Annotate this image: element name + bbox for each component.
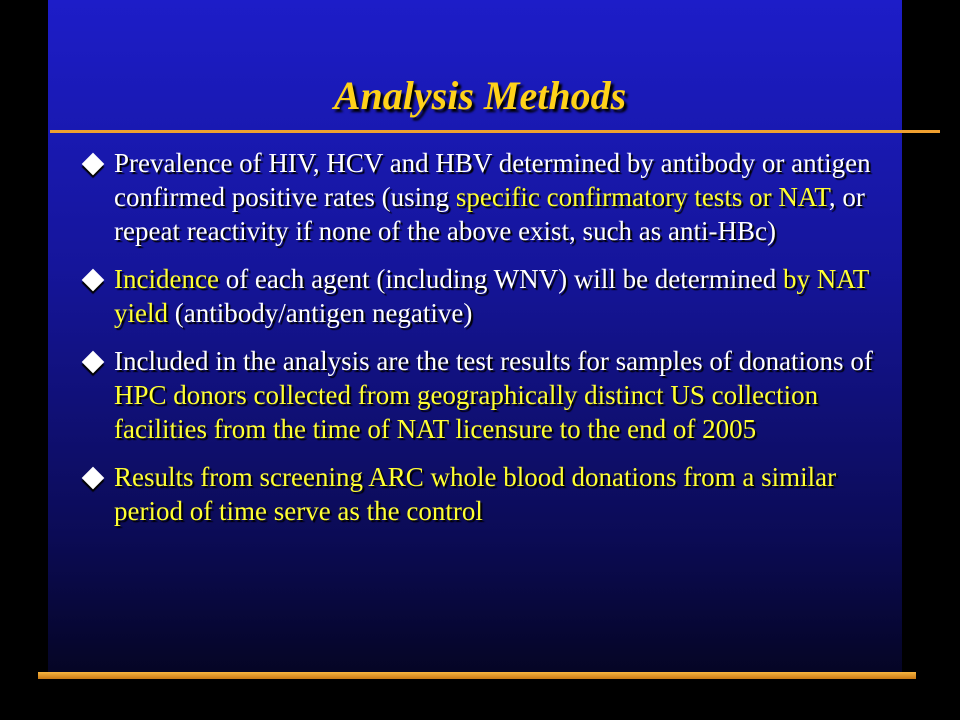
bullet-text-highlight: Incidence	[114, 264, 219, 294]
title-underline-rule	[50, 130, 940, 133]
bullet-text-highlight: HPC donors collected from geographically distinct US collection facilities from the time of NAT licensure to the end of 2005	[114, 380, 819, 444]
bullet-text-segment: , or repeat reactivity if none of the above exist, such as anti-HBc)	[114, 182, 865, 246]
bullet-text-segment: Included in the analysis are the test results for samples of donations of	[114, 346, 873, 376]
bullet-text-highlight: specific confirmatory tests or NAT	[455, 182, 829, 212]
diamond-bullet-icon	[82, 153, 105, 176]
bullet-text-segment: of each agent (including WNV) will be determined	[218, 264, 783, 294]
bullet-item-incidence	[82, 262, 902, 330]
bullet-item-results	[82, 460, 902, 528]
bullet-text-segment: Prevalence of HIV, HCV and HBV determined by antibody or antigen confirmed positive rates (using	[114, 148, 871, 212]
footer-rule	[38, 672, 916, 679]
bullet-text-highlight: Results from screening ARC whole blood donations from a similar period of time serve as the control	[114, 462, 837, 526]
bullet-list	[82, 146, 902, 542]
diamond-bullet-icon	[82, 351, 105, 374]
bullet-item-prevalence	[82, 146, 902, 248]
diamond-bullet-icon	[82, 269, 105, 292]
slide-title: Analysis Methods	[333, 73, 627, 118]
bullet-text-segment: (antibody/antigen negative)	[168, 298, 473, 328]
bullet-item-included	[82, 344, 902, 446]
diamond-bullet-icon	[82, 467, 105, 490]
bullet-text-highlight: by NAT yield	[114, 264, 869, 328]
